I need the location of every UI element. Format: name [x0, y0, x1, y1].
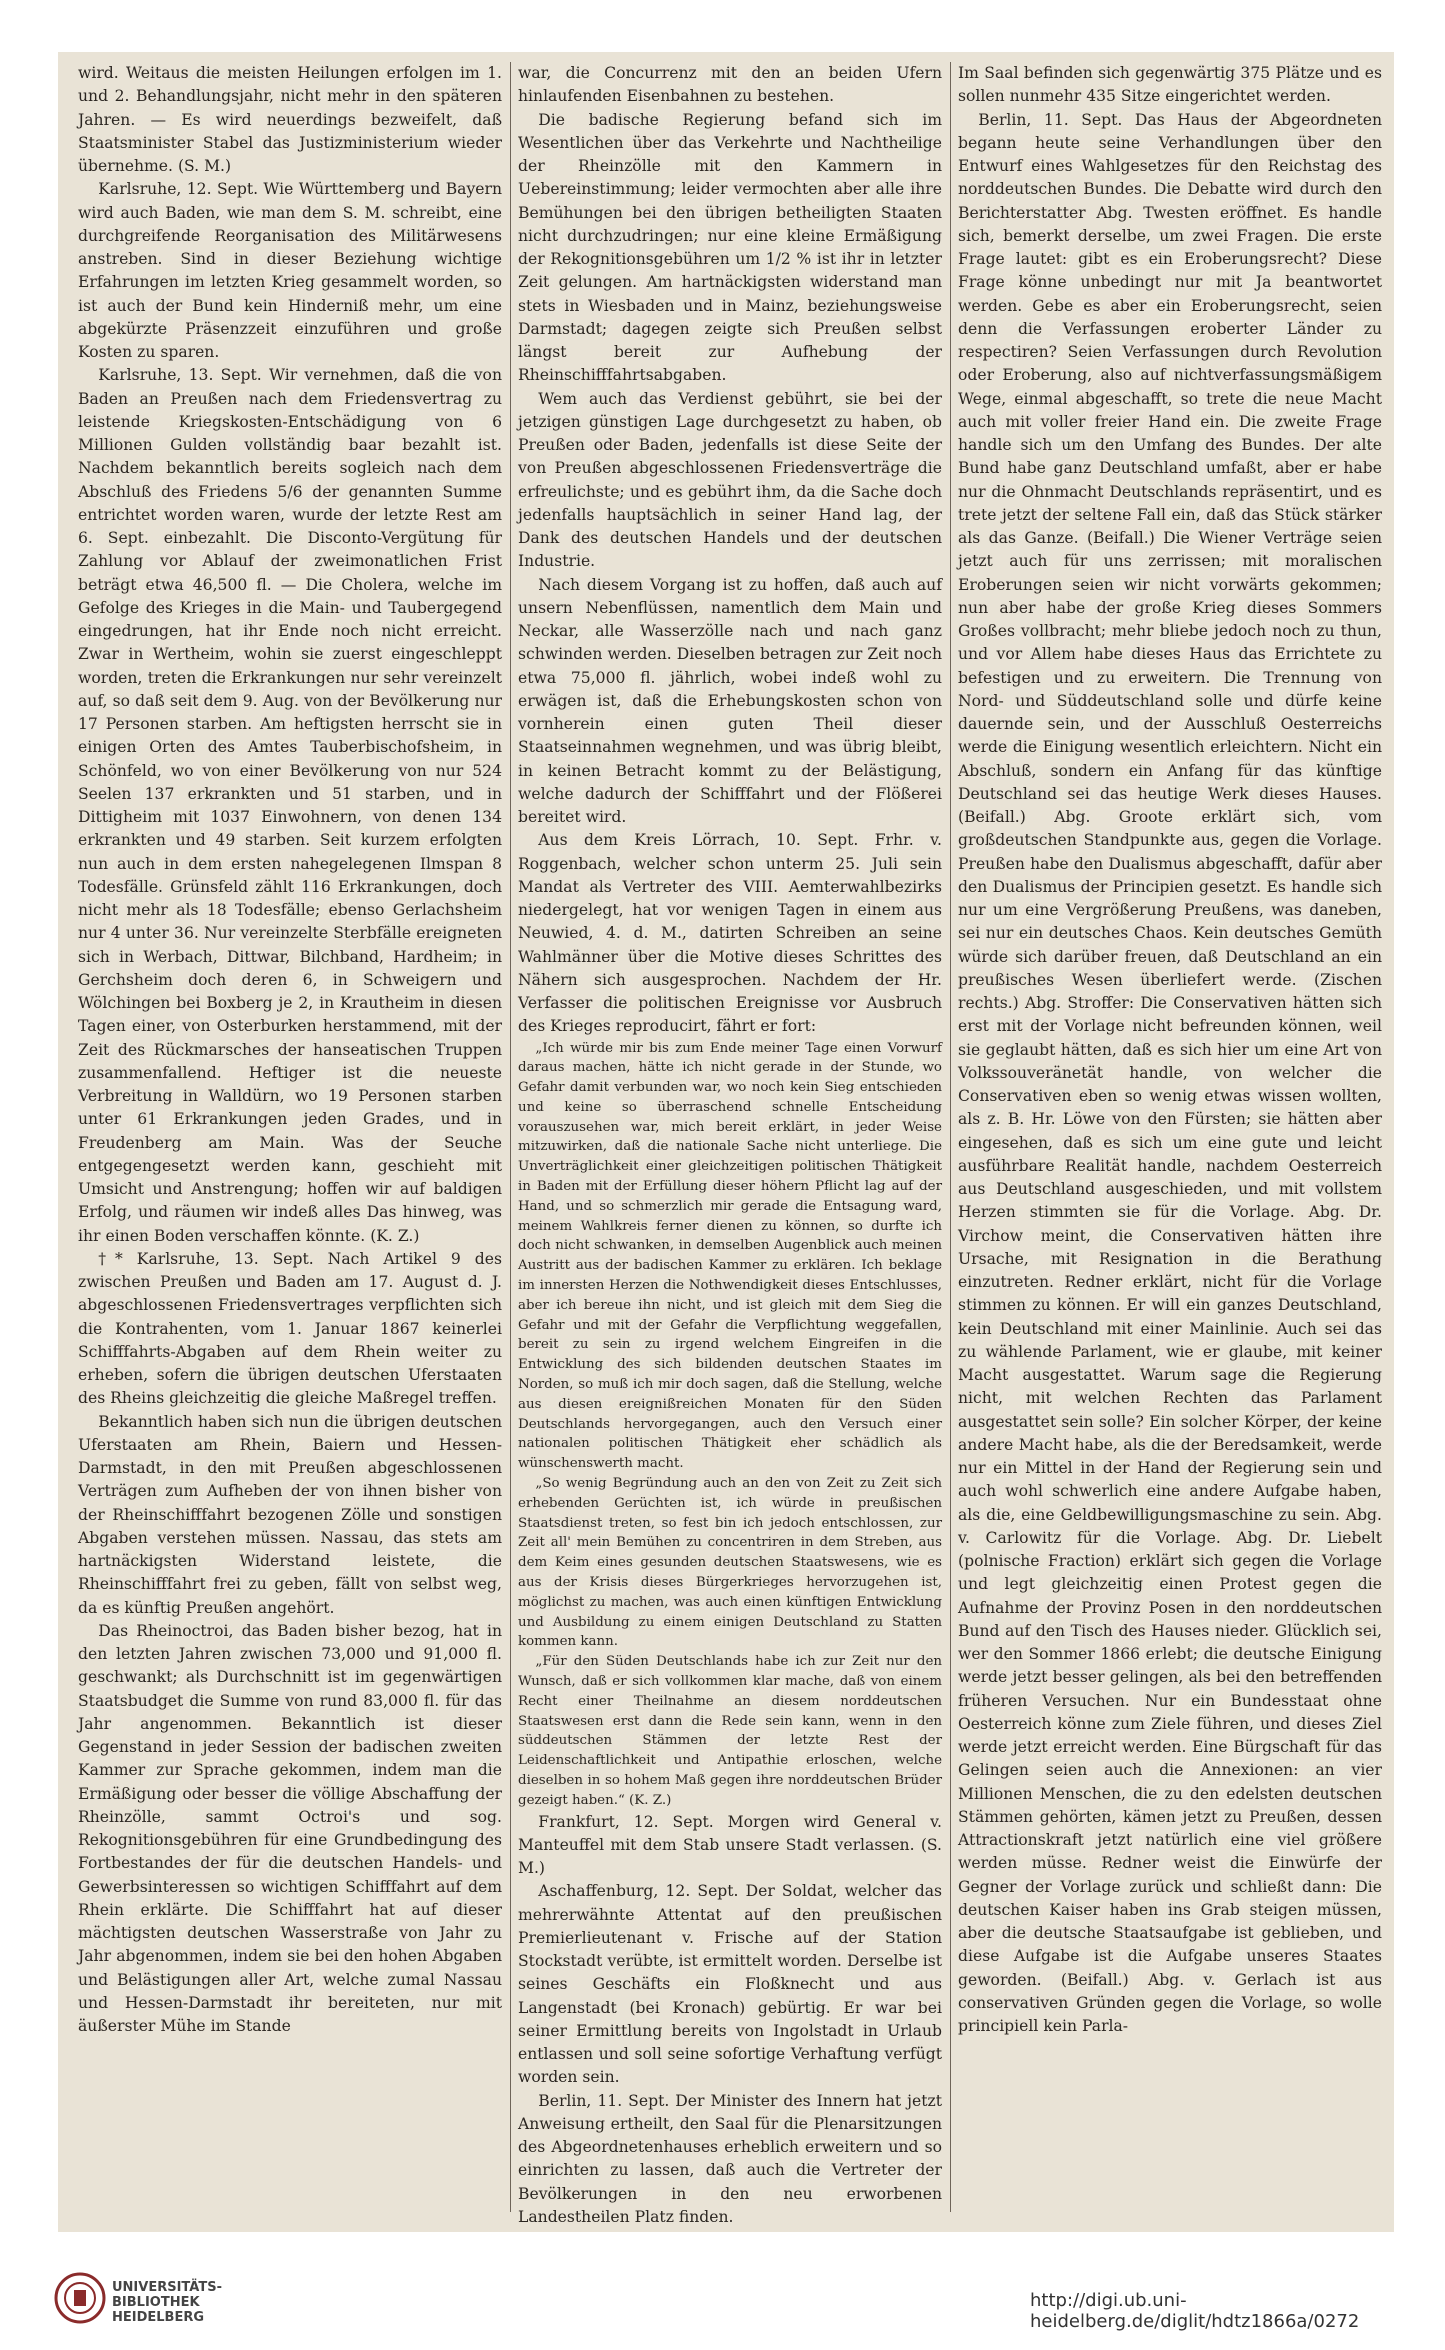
- paragraph: †* Karlsruhe, 13. Sept. Nach Artikel 9 des zwischen Preußen und Baden am 17. August d. J. abgeschlossenen Friedensvertrages verpflichten sich die Kontrahenten, vom 1. Januar 1867 keinerlei Schifffahrts-Abgaben auf dem Rhein weiter zu erheben, sofern die übrigen deutschen Uferstaaten des Rheins gleichzeitig die gleiche Maßregel treffen.: [78, 1249, 502, 1408]
- paragraph: war, die Concurrenz mit den an beiden Ufern hinlaufenden Eisenbahnen zu bestehen.: [518, 64, 942, 106]
- paragraph: Aschaffenburg, 12. Sept. Der Soldat, welcher das mehrerwähnte Attentat auf den preußischen Premierlieutenant v. Frische auf der Station Stockstadt verübte, ist ermittelt worden. Derselbe ist seines Geschäfts ein Floßknecht und aus Langenstadt (bei Kronach) gebürtig. Er war bei seiner Ermittlung bereits von Ingolstadt in Urlaub entlassen und soll seine sofortige Verhaftung verfügt worden sein.: [518, 1882, 942, 2087]
- paragraph: Karlsruhe, 13. Sept. Wir vernehmen, daß die von Baden an Preußen nach dem Friedensvertrag zu leistende Kriegskosten-Entschädigung von 6 Millionen Gulden vollständig baar bezahlt ist. Nachdem bekanntlich bereits sogleich nach dem Abschluß des Friedens 5/6 der genannten Summe entrichtet worden waren, wurde der letzte Rest am 6. Sept. einbezahlt. Die Disconto-Vergütung für Zahlung vor Ablauf der zweimonatlichen Frist beträgt etwa 46,500 fl. — Die Cholera, welche im Gefolge des Krieges in die Main- und Taubergegend eingedrungen, hat ihr Ende noch nicht erreicht. Zwar in Wertheim, wohin sie zuerst eingeschleppt worden, treten die Erkrankungen nur sehr vereinzelt auf, so daß seit dem 9. Aug. von der Bevölkerung nur 17 Personen starben. Am heftigsten herrscht sie in einigen Orten des Amtes Tauberbischofsheim, in Schönfeld, wo von einer Bevölkerung von nur 524 Seelen 137 erkrankten und 51 starben, und in Dittigheim mit 1037 Einwohnern, von denen 134 erkrankten und 49 starben. Seit kurzem erfolgten nun auch in dem ersten nahegelegenen Ilmspan 8 Todesfälle. Grünsfeld zählt 116 Erkrankungen, doch nicht mehr als 18 Todesfälle; ebenso Gerlachsheim nur 4 unter 36. Nur vereinzelte Sterbfälle ereigneten sich in Werbach, Dittwar, Bilchband, Hardheim; in Gerchsheim doch deren 6, in Schweigern und Wölchingen bei Boxberg je 2, in Krautheim in diesen Tagen einer, von Osterburken herstammend, mit der Zeit des Rückmarsches der hanseatischen Truppen zusammenfallend. Heftiger ist die neueste Verbreitung in Walldürn, wo 19 Personen starben unter 61 Erkrankungen jeden Grades, und in Freudenberg am Main. Was der Seuche entgegengesetzt werden kann, geschieht mit Umsicht und Anstrengung; hoffen wir auf baldigen Erfolg, und räumen wir indeß alles Das hinweg, was ihr einen Boden verschaffen könnte. (K. Z.): [78, 366, 502, 1245]
- quote-paragraph: „So wenig Begründung auch an den von Zeit zu Zeit sich erhebenden Gerüchten ist, ich würde in preußischen Staatsdienst treten, so fest bin ich jedoch entschlossen, zur Zeit all' mein Bemühen zu concentriren in dem Streben, aus dem Keim eines gesunden deutschen Staatswesens, wie es aus der Krisis dieses Bürgerkrieges hervorzugehen ist, möglichst zu machen, was auch einen künftigen Entwicklung und Ausbildung zu einem einigen Deutschland zu Statten kommen kann.: [518, 1476, 942, 1650]
- source-url[interactable]: http://digi.ub.uni-heidelberg.de/diglit/hdtz1866a/0272: [1030, 2290, 1360, 2332]
- column-3: [958, 62, 1382, 2038]
- paragraph: Frankfurt, 12. Sept. Morgen wird General v. Manteuffel mit dem Stab unsere Stadt verlassen. (S. M.): [518, 1812, 942, 1878]
- paragraph: Aus dem Kreis Lörrach, 10. Sept. Frhr. v. Roggenbach, welcher schon unterm 25. Juli sein Mandat als Vertreter des VIII. Aemterwahlbezirks niedergelegt, hat vor wenigen Tagen in einem aus Neuwied, 4. d. M., datirten Schreiben an seine Wahlmänner über die Motive dieses Schrittes des Nähern sich ausgesprochen. Nachdem der Hr. Verfasser die politischen Ereignisse vor Ausbruch des Krieges reproducirt, fährt er fort:: [518, 831, 942, 1036]
- paragraph: Berlin, 11. Sept. Das Haus der Abgeordneten begann heute seine Verhandlungen über den Entwurf eines Wahlgesetzes für den Reichstag des norddeutschen Bundes. Die Debatte wird durch den Berichterstatter Abg. Twesten eröffnet. Es handle sich, bemerkt derselbe, um zwei Fragen. Die erste Frage lautet: gibt es ein Eroberungsrecht? Diese Frage könne unbedingt nur mit Ja beantwortet werden. Gebe es aber ein Eroberungsrecht, seien denn die Verfassungen eroberter Länder zu respectiren? Seien Verfassungen durch Revolution oder Eroberung, also auf nichtverfassungsmäßigem Wege, einmal abgeschafft, so trete die neue Macht auch mit voller freier Hand ein. Die zweite Frage handle sich um den Umfang des Bundes. Der alte Bund habe ganz Deutschland umfaßt, aber er habe nur die Ohnmacht Deutschlands repräsentirt, und es trete jetzt der seltene Fall ein, daß das Stück stärker als das Ganze. (Beifall.) Die Wiener Verträge seien jetzt auch für uns zerrissen; mit moralischen Eroberungen seien wir nicht vorwärts gekommen; nun aber habe der große Krieg dieses Sommers Großes vollbracht; mehr bliebe jedoch noch zu thun, und vor Allem habe dieses Haus das Errichtete zu befestigen und zu erweitern. Die Trennung von Nord- und Süddeutschland solle und dürfe keine dauernde sein, und der Ausschluß Oesterreichs werde die Einigung wesentlich erleichtern. Nicht ein Abschluß, sondern ein Anfang für das künftige Deutschland sei das heutige Werk dieses Hauses. (Beifall.) Abg. Groote erklärt sich, vom großdeutschen Standpunkte aus, gegen die Vorlage. Preußen habe den Dualismus abgeschafft, dafür aber den Dualismus der Principien gesetzt. Es handle sich nur um eine Vergrößerung Preußens, was daneben, sei nur ein deutsches Chaos. Kein deutsches Gemüth würde sich darüber freuen, daß Deutschland an ein preußisches Wesen überliefert werde. (Zischen rechts.) Abg. Stroffer: Die Conservativen hätten sich erst mit der Vorlage nicht befreunden können, weil sie geglaubt hätten, daß es sich hier um eine Art von Volkssouveränetät handle, von welcher die Conservativen eben so wenig etwas wissen wollten, als z. B. Hr. Löwe von den Fürsten; sie hätten aber eingesehen, daß es sich um eine gute und leicht ausführbare Realität handle, nachdem Oesterreich aus Deutschland ausgeschieden, und mit vollstem Herzen stimmten sie für die Vorlage. Abg. Dr. Virchow meint, die Conservativen hätten ihre Ursache, mit Resignation in die Berathung einzutreten. Redner erklärt, nicht für die Vorlage stimmen zu können. Er will ein ganzes Deutschland, kein Deutschland mit einer Mainlinie. Auch sei das zu wählende Parlament, wie er glaube, mit keiner Macht ausgestattet. Warum sage die Regierung nicht, mit welchen Rechten das Parlament ausgestattet sein solle? Ein solcher Körper, der keine andere Macht habe, als die der Beredsamkeit, werde nur ein Mittel in der Hand der Regierung sein und auch wohl schwerlich eine andere Aufgabe haben, als die, eine Geldbewilligungsmaschine zu sein. Abg. v. Carlowitz für die Vorlage. Abg. Dr. Liebelt (polnische Fraction) erklärt sich gegen die Vorlage und legt gleichzeitig einen Protest gegen die Aufnahme der Provinz Posen in den norddeutschen Bund auf den Tisch des Hauses nieder. Glücklich sei, wer den Sommer 1866 erlebt; die deutsche Einigung werde jetzt besser gelingen, als bei den betreffenden früheren Versuchen. Nur ein Bundesstaat ohne Oesterreich könne zum Ziele führen, und dieses Ziel werde jetzt erreicht werden. Eine Bürgschaft für das Gelingen seien auch die Annexionen: an vier Millionen Menschen, die zu den edelsten deutschen Stämmen gehörten, kämen jetzt zu Preußen, dessen Attractionskraft jetzt natürlich eine viel größere werden müsse. Redner weist die Einwürfe der Gegner der Vorlage zurück und schließt dann: Die deutschen Kaiser haben ins Grab steigen müssen, aber die deutsche Staatsaufgabe ist geblieben, und diese Aufgabe ist die Aufgabe unseres Staates geworden. (Beifall.) Abg. v. Gerlach ist aus conservativen Gründen gegen die Vorlage, so wolle principiell kein Parla-: [958, 110, 1382, 2035]
- paragraph: wird. Weitaus die meisten Heilungen erfolgen im 1. und 2. Behandlungsjahr, nicht mehr in den späteren Jahren. — Es wird neuerdings bezweifelt, daß Staatsminister Stabel das Justizministerium wieder übernehme. (S. M.): [78, 64, 502, 175]
- paragraph: Wem auch das Verdienst gebührt, sie bei der jetzigen günstigen Lage durchgesetzt zu haben, ob Preußen oder Baden, jedenfalls ist diese Seite der von Preußen abgeschlossenen Friedensverträge die erfreulichste; und es gebührt ihm, da die Sache doch jedenfalls hauptsächlich in seiner Hand lag, der Dank des deutschen Handels und der deutschen Industrie.: [518, 389, 942, 571]
- quote-paragraph: „Ich würde mir bis zum Ende meiner Tage einen Vorwurf daraus machen, hätte ich nicht gerade in der Stunde, wo Gefahr damit verbunden war, wo noch kein Sieg entschieden und keine so überraschend schnelle Entscheidung vorauszusehen war, mich bereit erklärt, in jeder Weise mitzuwirken, daß die nationale Sache nicht unterliege. Die Unverträglichkeit einer gleichzeitigen politischen Thätigkeit in Baden mit der Erfüllung dieser höhern Pflicht lag auf der Hand, und so schmerzlich mir gerade die Entsagung ward, meinem Wahlkreis ferner dienen zu können, so durfte ich doch nicht schwanken, in demselben Augenblick auch meinen Austritt aus der badischen Kammer zu erklären. Ich beklage im innersten Herzen die Nothwendigkeit dieses Entschlusses, aber ich bereue ihn nicht, und ist gleich mit dem Sieg die Gefahr und mit der Gefahr die Verpflichtung weggefallen, bereit zu sein zu irgend welchem Eingreifen in die Entwicklung des sich bildenden deutschen Staates im Norden, so muß ich mir doch sagen, daß die Stellung, welche aus diesen ereignißreichen Monaten für den Süden Deutschlands hervorgegangen, auch den Versuch einer nationalen politischen Thätigkeit eher schädlich als wünschenswerth macht.: [518, 1040, 942, 1472]
- paragraph: Nach diesem Vorgang ist zu hoffen, daß auch auf unsern Nebenflüssen, namentlich dem Main und Neckar, alle Wasserzölle nach und nach ganz schwinden werden. Dieselben betragen zur Zeit noch etwa 75,000 fl. jährlich, wobei indeß wohl zu erwägen ist, daß die Erhebungskosten schon von vornherein einen guten Theil dieser Staatseinnahmen wegnehmen, und was übrig bleibt, in keinen Betracht kommt zu der Belästigung, welche dadurch der Schifffahrt und der Flößerei bereitet wird.: [518, 575, 942, 826]
- paragraph: Karlsruhe, 12. Sept. Wie Württemberg und Bayern wird auch Baden, wie man dem S. M. schreibt, eine durchgreifende Reorganisation des Militärwesens anstreben. Sind in dieser Beziehung wichtige Erfahrungen im letzten Krieg gesammelt worden, so ist auch der Bund kein Hinderniß mehr, um eine abgekürzte Präsenzzeit einzuführen und große Kosten zu sparen.: [78, 180, 502, 361]
- column-divider: [950, 62, 951, 2212]
- university-seal-icon: [54, 2272, 106, 2324]
- paragraph: Im Saal befinden sich gegenwärtig 375 Plätze und es sollen nunmehr 435 Sitze eingerichtet werden.: [958, 64, 1382, 106]
- footer: [0, 2232, 1445, 2350]
- quote-paragraph: „Für den Süden Deutschlands habe ich zur Zeit nur den Wunsch, daß er sich vollkommen klar mache, daß von einem Recht einer Theilnahme an diesem norddeutschen Staatswesen erst dann die Rede sein kann, wenn in den süddeutschen Stämmen der letzte Rest der Leidenschaftlichkeit und Antipathie erloschen, welche dieselben in so hohem Maß gegen ihre norddeutschen Brüder gezeigt haben.“ (K. Z.): [518, 1654, 942, 1808]
- paragraph: Bekanntlich haben sich nun die übrigen deutschen Uferstaaten am Rhein, Baiern und Hessen-Darmstadt, in den mit Preußen abgeschlossenen Verträgen zum Aufheben der von ihnen bisher von der Rheinschifffahrt bezogenen Zölle und sonstigen Abgaben verstehen müssen. Nassau, das stets am hartnäckigsten Widerstand leistete, die Rheinschifffahrt frei zu geben, fällt von selbst weg, da es künftig Preußen angehört.: [78, 1412, 502, 1617]
- column-1: [78, 62, 502, 2038]
- paragraph: Die badische Regierung befand sich im Wesentlichen über das Verkehrte und Nachtheilige der Rheinzölle mit den Kammern in Uebereinstimmung; leider vermochten aber alle ihre Bemühungen bei den übrigen betheiligten Staaten nicht durchzudringen; nur eine kleine Ermäßigung der Rekognitionsgebühren um 1/2 % ist ihr in letzter Zeit gelungen. Am hartnäckigsten widerstand man stets in Wiesbaden und in Mainz, beziehungsweise Darmstadt; dagegen zeigte sich Preußen selbst längst bereit zur Aufhebung der Rheinschifffahrtsabgaben.: [518, 110, 942, 385]
- library-name: UNIVERSITÄTS- BIBLIOTHEK HEIDELBERG: [112, 2280, 222, 2325]
- column-2: [518, 62, 942, 2229]
- newspaper-page: [58, 52, 1394, 2232]
- paragraph: Berlin, 11. Sept. Der Minister des Innern hat jetzt Anweisung ertheilt, den Saal für die Plenarsitzungen des Abgeordnetenhauses erheblich erweitern und so einrichten zu lassen, daß auch die Vertreter der Bevölkerungen in den neu erworbenen Landestheilen Platz finden.: [518, 2091, 942, 2226]
- column-divider: [510, 62, 511, 2212]
- paragraph: Das Rheinoctroi, das Baden bisher bezog, hat in den letzten Jahren zwischen 73,000 und 91,000 fl. geschwankt; als Durchschnitt ist im gegenwärtigen Staatsbudget die Summe von rund 83,000 fl. für das Jahr angenommen. Bekanntlich ist dieser Gegenstand in jeder Session der badischen zweiten Kammer zur Sprache gekommen, indem man die Ermäßigung oder besser die völlige Abschaffung der Rheinzölle, sammt Octroi's und sog. Rekognitionsgebühren für eine Grundbedingung des Fortbestandes der für die deutschen Handels- und Gewerbsinteressen so wichtigen Schifffahrt auf dem Rhein erklärte. Die Schifffahrt hat auf dieser mächtigsten deutschen Wasserstraße von Jahr zu Jahr abgenommen, indem sie bei den hohen Abgaben und Belästigungen aller Art, welche zumal Nassau und Hessen-Darmstadt ihr bereiteten, nur mit äußerster Mühe im Stande: [78, 1621, 502, 2035]
